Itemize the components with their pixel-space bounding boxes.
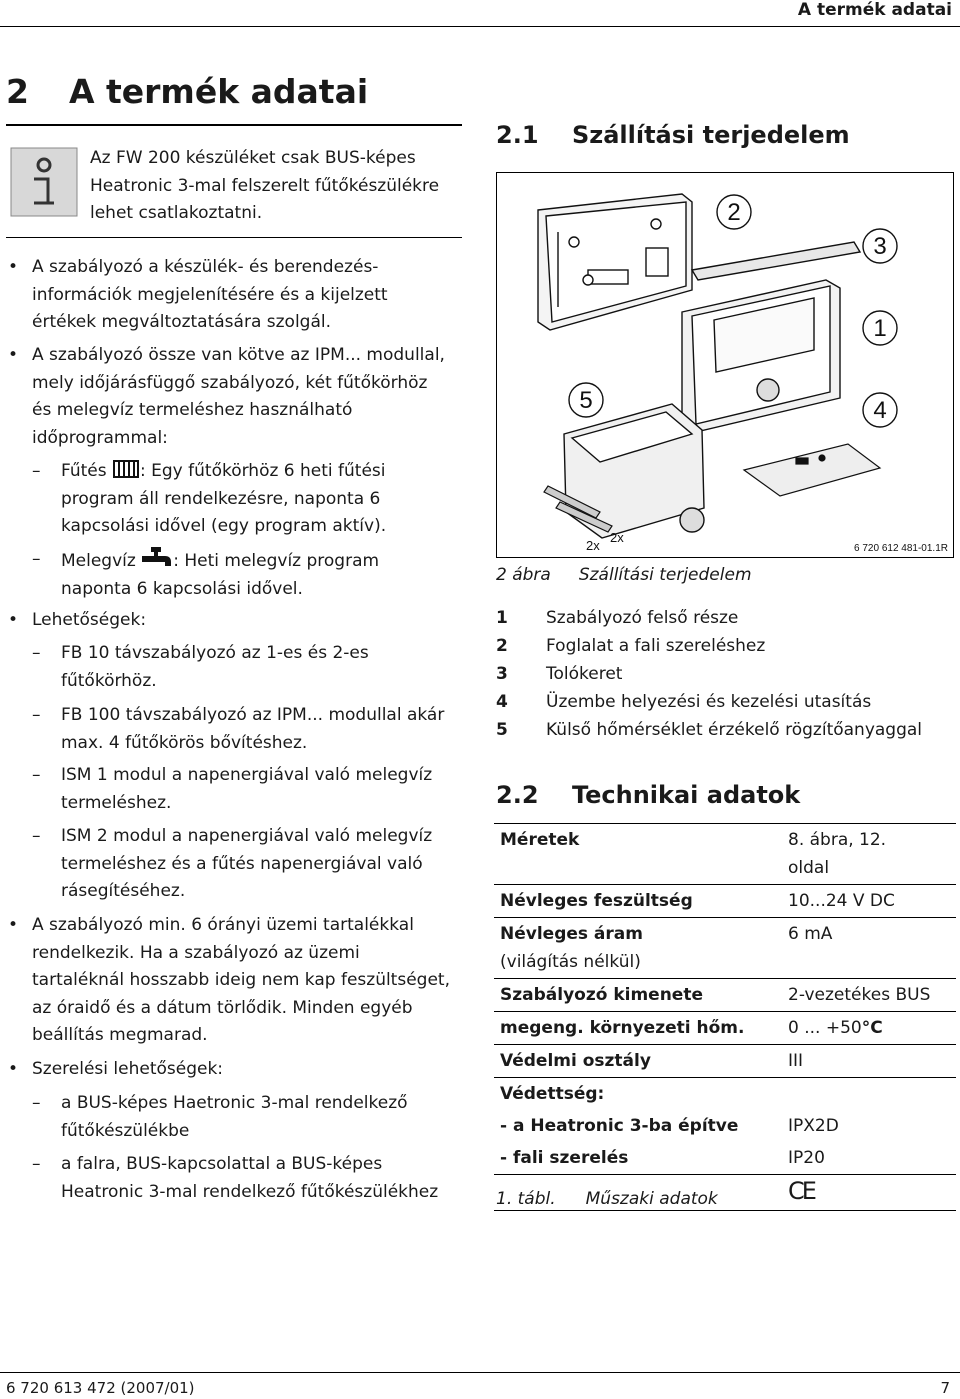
info-icon	[10, 147, 78, 217]
bullet-2-text: A szabályozó össze van kötve az IPM... modullal, mely időjárásfüggő szabályozó, két fűtőkörhöz és melegvíz termeléshez használható időprogrammal:	[32, 345, 445, 448]
spec-key-ip-rating: Védettség:	[494, 1078, 782, 1111]
dash-heating-text	[61, 458, 451, 541]
figure-caption-text: Szállítási terjedelem	[578, 565, 752, 585]
legend-text: Foglalat a fali szereléshez	[546, 636, 766, 656]
spec-value-current: 6 mA	[782, 918, 956, 979]
spec-value-line: oldal	[788, 858, 830, 878]
dash-marker: –	[32, 1093, 41, 1113]
option-fb10-text: FB 10 távszabályozó az 1-es és 2-es fűtőkörhöz.	[61, 643, 369, 691]
spec-value-line: 8. ábra, 12.	[788, 830, 887, 850]
figure-caption-number: 2 ábra	[496, 565, 551, 585]
spec-value-empty	[782, 1078, 956, 1111]
option-ism2-text: ISM 2 modul a napenergiával való melegvíz termeléshez és a fűtés napenergiával való rásegítéséhez.	[61, 826, 433, 901]
callout-3: 3	[873, 233, 887, 260]
table-caption	[496, 1186, 718, 1212]
mount-option-1-text: a BUS-képes Haetronic 3-mal rendelkező fűtőkészülékbe	[61, 1093, 408, 1141]
footer-page-number: 7	[940, 1379, 950, 1397]
bullet-marker: •	[8, 610, 19, 630]
header-rule	[0, 26, 960, 27]
chapter-rule	[6, 124, 462, 126]
spec-value-ambient-temp	[782, 1012, 956, 1045]
option-fb100-text: FB 100 távszabályozó az IPM... modullal akár max. 4 fűtőkörös bővítéshez.	[61, 705, 445, 753]
bullet-3-text: Lehetőségek:	[32, 610, 147, 630]
callout-4: 4	[873, 397, 887, 424]
callout-2: 2	[727, 199, 741, 226]
hotwater-desc: : Heti melegvíz program naponta 6 kapcsolási idővel.	[61, 551, 380, 599]
figure-caption	[496, 562, 752, 588]
section-2-1-title: 2.1 Szállítási terjedelem	[496, 121, 850, 149]
legend-number: 1	[496, 608, 508, 628]
callout-1: 1	[873, 315, 887, 342]
table-row	[494, 1045, 956, 1078]
ce-mark-icon: CE	[788, 1177, 814, 1205]
spec-key-ambient-temp: megeng. környezeti hőm.	[494, 1012, 782, 1045]
spec-key-current	[494, 918, 782, 979]
dash-marker: –	[32, 1154, 41, 1174]
ce-mark-cell	[782, 1175, 956, 1211]
table-row	[494, 885, 956, 918]
footer-document-number: 6 720 613 472 (2007/01)	[6, 1379, 195, 1397]
bullet-marker: •	[8, 915, 19, 935]
info-note-text: Az FW 200 készüléket csak BUS-képes Heatronic 3-mal felszerelt fűtőkészülékre lehet csatlakoztatni.	[90, 148, 440, 223]
table-row	[494, 1142, 956, 1175]
legend-number: 4	[496, 692, 508, 712]
dash-marker: –	[32, 705, 41, 725]
legend-number: 2	[496, 636, 508, 656]
bullet-marker: •	[8, 257, 19, 277]
note-rule	[6, 237, 462, 238]
table-row	[494, 979, 956, 1012]
spec-value-heatronic: IPX2D	[788, 1116, 839, 1136]
bullet-5-text: Szerelési lehetőségek:	[32, 1059, 224, 1079]
table-row	[494, 1110, 956, 1142]
spec-key-wall: - fali szerelés	[494, 1142, 782, 1175]
running-header-title: A termék adatai	[797, 0, 952, 20]
chapter-title	[6, 72, 368, 112]
spec-key-line: (világítás nélkül)	[500, 952, 641, 972]
section-2-2-title: 2.2 Technikai adatok	[496, 781, 801, 809]
legend-text: Külső hőmérséklet érzékelő rögzítőanyaggal	[546, 720, 923, 740]
spec-key-protection-class: Védelmi osztály	[494, 1045, 782, 1078]
callout-5: 5	[579, 387, 593, 414]
scope-of-delivery-figure	[496, 172, 954, 558]
faucet-icon	[141, 546, 173, 570]
bullet-marker: •	[8, 1059, 19, 1079]
bullet-1-text: A szabályozó a készülék- és berendezés-információk megjelenítésére és a kijelzett értékek megváltoztatására szolgál.	[32, 257, 388, 332]
spec-value-dimensions	[782, 824, 956, 885]
figure-reference-number: 6 720 612 481-01.1R	[854, 543, 948, 554]
technical-data-table	[494, 823, 956, 1211]
dash-marker: –	[32, 643, 41, 663]
heating-label: Fűtés	[61, 461, 107, 481]
legend-text: Szabályozó felső része	[546, 608, 739, 628]
spec-value-voltage: 10...24 V DC	[782, 885, 956, 918]
bullet-marker: •	[8, 345, 19, 365]
legend-text: Tolókeret	[546, 664, 623, 684]
legend-number: 5	[496, 720, 508, 740]
dash-marker: –	[32, 765, 41, 785]
dash-marker: –	[32, 461, 41, 481]
dash-hotwater-text	[61, 546, 451, 603]
table-caption-text: Műszaki adatok	[585, 1189, 718, 1209]
table-row	[494, 1078, 956, 1111]
radiator-icon	[112, 458, 140, 480]
dash-marker: –	[32, 549, 41, 569]
bullet-4-text: A szabályozó min. 6 órányi üzemi tartalékkal rendelkezik. Ha a szabályozó az üzemi tartaléknál hosszabb ideig nem kap feszültséget, az óraidő és a dátum törlődik. Minden egyéb beállítás megmarad.	[32, 915, 450, 1045]
option-ism1-text: ISM 1 modul a napenergiával való melegvíz termeléshez.	[61, 765, 433, 813]
hotwater-label: Melegvíz	[61, 551, 136, 571]
table-row	[494, 824, 956, 885]
table-caption-number: 1. tábl.	[496, 1189, 556, 1209]
dash-marker: –	[32, 826, 41, 846]
footer-rule	[0, 1372, 960, 1373]
spec-value-wall: IP20	[782, 1142, 956, 1175]
spec-value-protection-class: III	[782, 1045, 956, 1078]
spec-key-output: Szabályozó kimenete	[494, 979, 782, 1012]
mount-option-2-text: a falra, BUS-kapcsolattal a BUS-képes Heatronic 3-mal rendelkező fűtőkészülékhez	[61, 1154, 439, 1202]
legend-number: 3	[496, 664, 508, 684]
spec-value-unit: °C	[861, 1018, 883, 1038]
spec-key-heatronic: - a Heatronic 3-ba építve	[500, 1116, 739, 1136]
quantity-label-2: 2x	[610, 530, 624, 545]
table-row	[494, 1012, 956, 1045]
table-row	[494, 918, 956, 979]
chapter-title-text: A termék adatai	[68, 72, 369, 111]
spec-value-number: 0 ... +50	[788, 1018, 862, 1038]
spec-value-output: 2-vezetékes BUS	[782, 979, 956, 1012]
spec-key-line: Névleges áram	[500, 924, 643, 944]
spec-key-voltage: Névleges feszültség	[494, 885, 782, 918]
chapter-number: 2	[6, 72, 29, 111]
spec-key-dimensions: Méretek	[494, 824, 782, 885]
legend-text: Üzembe helyezési és kezelési utasítás	[546, 692, 872, 712]
heating-desc: : Egy fűtőkörhöz 6 heti fűtési program áll rendelkezésre, naponta 6 kapcsolási idővel (egy program aktív).	[61, 461, 387, 536]
quantity-label-1: 2x	[586, 538, 600, 553]
